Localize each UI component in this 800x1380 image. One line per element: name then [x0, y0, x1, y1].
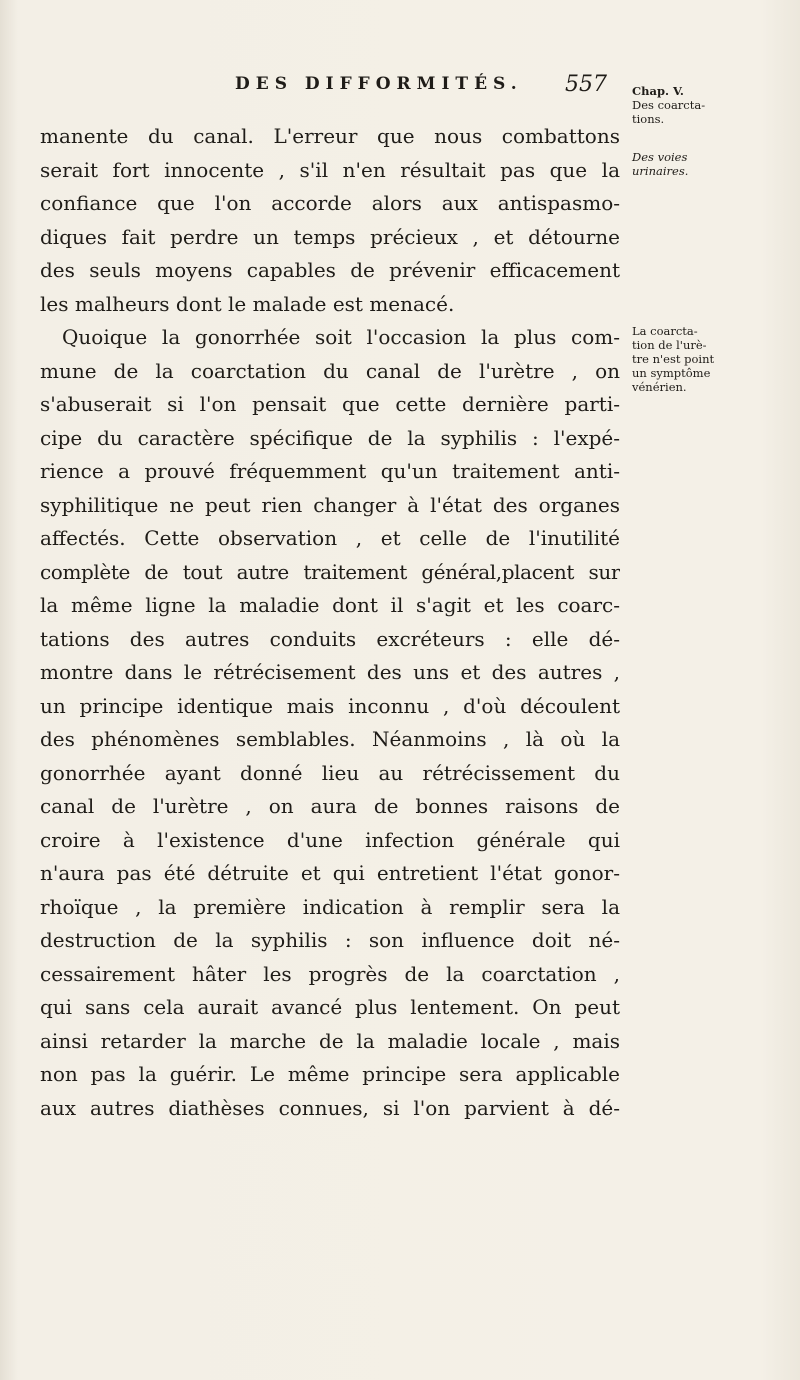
text-line: qui sans cela aurait avancé plus lentement. On peut	[40, 995, 620, 1019]
margin-note-line: un symptôme	[632, 366, 711, 380]
margin-note-line: Des coarcta-	[632, 98, 706, 112]
text-line: rhoïque , la première indication à remplir sera la	[40, 894, 620, 919]
text-line: s'abuserait si l'on pensait que cette dernière parti-	[40, 392, 620, 416]
text-line: n'aura pas été détruite et qui entretient l'état gonor-	[40, 861, 620, 885]
margin-note-voies	[632, 150, 792, 178]
text-line: complète de tout autre traitement général,placent sur	[40, 559, 620, 584]
margin-note-line: tion de l'urè-	[632, 338, 707, 352]
text-line: croire à l'existence d'une infection générale qui	[40, 827, 620, 852]
text-line: confiance que l'on accorde alors aux antispasmo-	[40, 191, 620, 215]
text-line: des seuls moyens capables de prévenir efficacement	[40, 258, 620, 282]
text-line: cessairement hâter les progrès de la coarctation ,	[40, 961, 620, 986]
text-line: un principe identique mais inconnu , d'où découlent	[40, 693, 620, 718]
margin-note-line: tions.	[632, 112, 665, 126]
text-line: tations des autres conduits excréteurs : elle dé-	[40, 626, 620, 651]
page-number: 557	[565, 72, 607, 97]
margin-note-line: vénérien.	[632, 380, 687, 394]
margin-note-coarctation	[632, 324, 792, 394]
text-line: la même ligne la maladie dont il s'agit et les coarc-	[40, 593, 620, 617]
text-line: diques fait perdre un temps précieux , et détourne	[40, 224, 620, 249]
text-line: cipe du caractère spécifique de la syphilis : l'expé-	[40, 425, 620, 450]
margin-note-line: Chap. V.	[632, 84, 684, 98]
text-line: syphilitique ne peut rien changer à l'état des organes	[40, 492, 620, 517]
text-line: non pas la guérir. Le même principe sera applicable	[40, 1062, 620, 1086]
text-line: des phénomènes semblables. Néanmoins , là où la	[40, 727, 620, 751]
text-line: aux autres diathèses connues, si l'on parvient à dé-	[40, 1095, 620, 1120]
margin-note-chapter	[632, 84, 792, 126]
text-line: Quoique la gonorrhée soit l'occasion la plus com-	[62, 325, 620, 349]
margin-note-line: urinaires.	[632, 164, 689, 178]
text-line: affectés. Cette observation , et celle de l'inutilité	[40, 526, 620, 550]
text-line: serait fort innocente , s'il n'en résultait pas que la	[40, 157, 620, 182]
text-line: les malheurs dont le malade est menacé.	[40, 291, 455, 316]
text-line: manente du canal. L'erreur que nous combattons	[40, 124, 620, 148]
text-line: gonorrhée ayant donné lieu au rétrécissement du	[40, 760, 620, 785]
text-line: destruction de la syphilis : son influence doit né-	[40, 928, 620, 952]
text-line: mune de la coarctation du canal de l'urètre , on	[40, 358, 620, 383]
margin-note-line: Des voies	[632, 150, 688, 164]
text-line: ainsi retarder la marche de la maladie locale , mais	[40, 1028, 620, 1053]
margin-note-line: La coarcta-	[632, 324, 698, 338]
text-line: canal de l'urètre , on aura de bonnes raisons de	[40, 794, 620, 818]
margin-note-line: tre n'est point	[632, 352, 715, 366]
text-line: rience a prouvé fréquemment qu'un traitement anti-	[40, 459, 620, 483]
text-line: montre dans le rétrécisement des uns et des autres ,	[40, 660, 620, 684]
running-title: DES DIFFORMITÉS.	[235, 74, 523, 94]
body-text	[40, 120, 620, 1125]
